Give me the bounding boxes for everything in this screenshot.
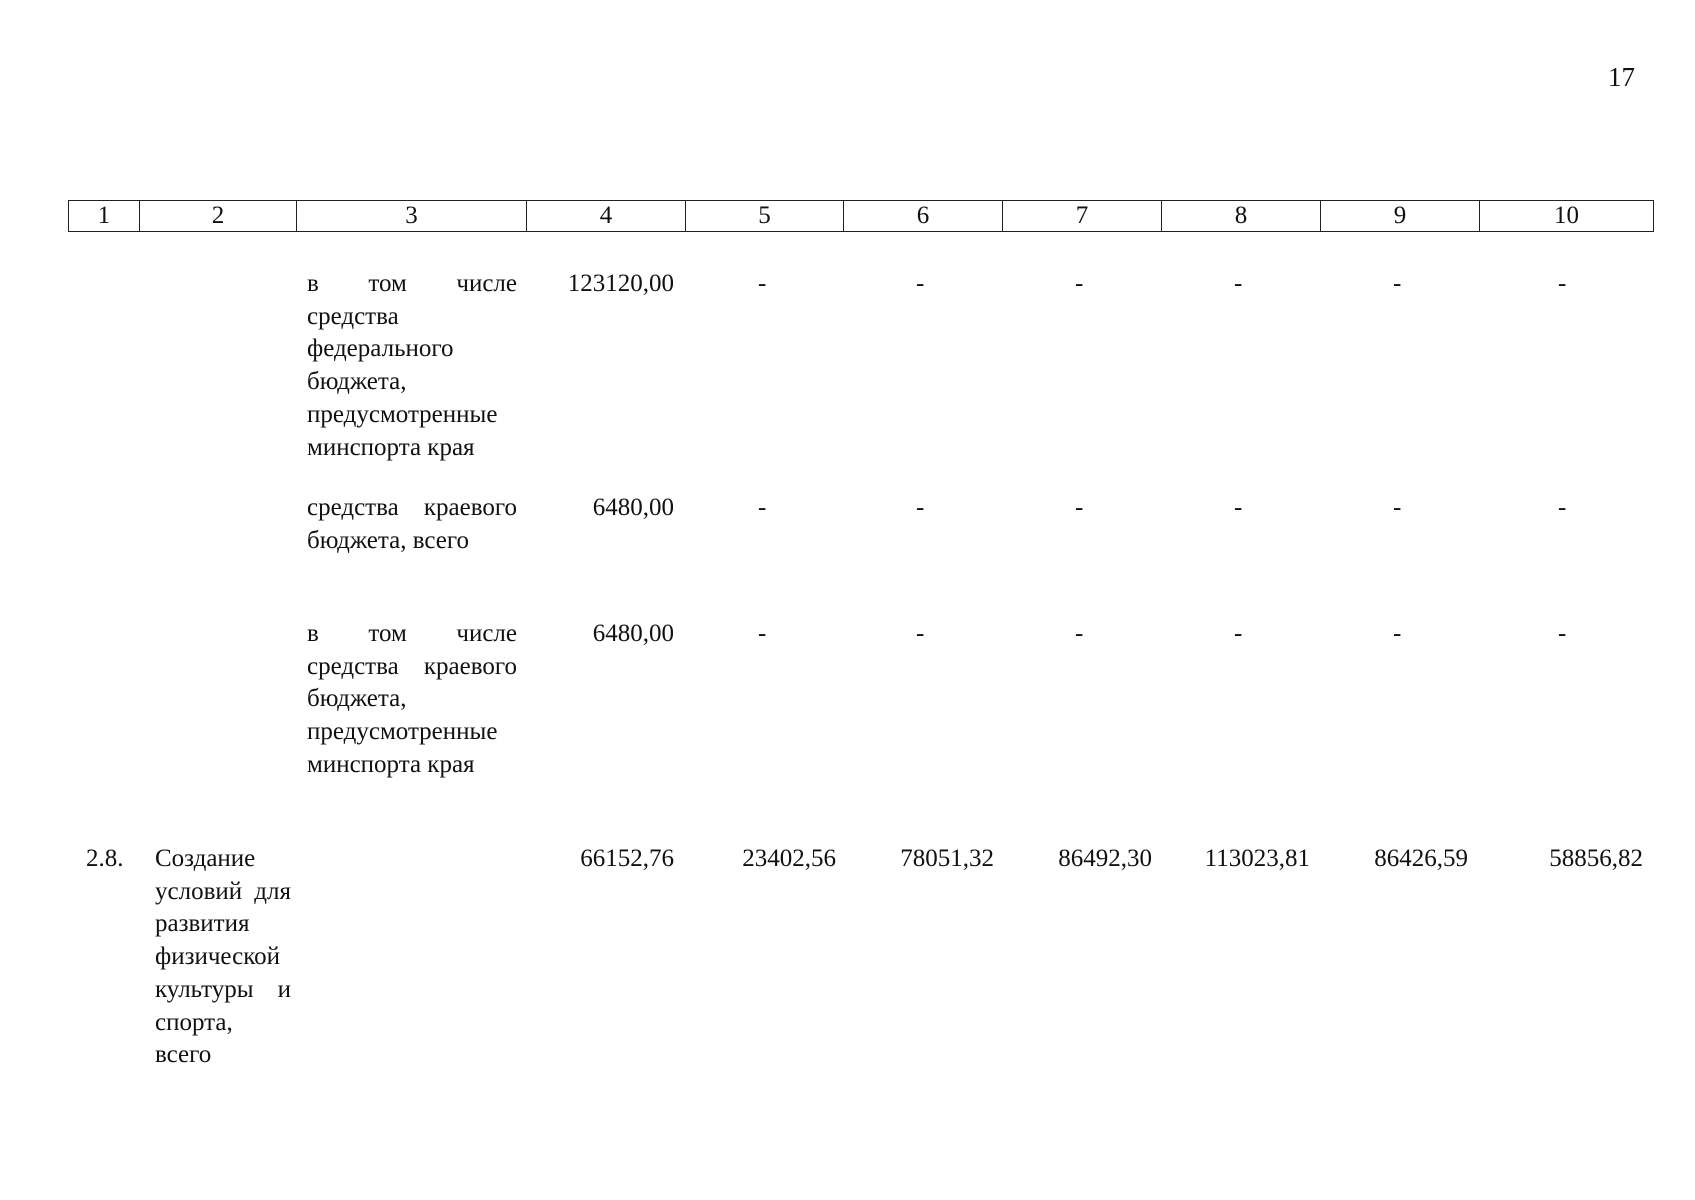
value-col-4: 6480,00 bbox=[592, 494, 674, 521]
value-col-4: 6480,00 bbox=[592, 620, 674, 647]
page-number: 17 bbox=[1608, 62, 1635, 92]
value-col-6: - bbox=[916, 270, 925, 297]
header-col-4: 4 bbox=[527, 201, 686, 232]
row-number: 2.8. bbox=[86, 845, 124, 872]
value-col-9: - bbox=[1393, 270, 1402, 297]
value-col-8: - bbox=[1234, 494, 1243, 521]
value-col-9: - bbox=[1393, 494, 1402, 521]
header-col-3: 3 bbox=[297, 201, 527, 232]
header-col-1: 1 bbox=[69, 201, 140, 232]
value-col-8: - bbox=[1234, 270, 1243, 297]
value-col-9: 86426,59 bbox=[1374, 845, 1468, 872]
header-col-8: 8 bbox=[1162, 201, 1321, 232]
column-number-header bbox=[68, 200, 1654, 232]
value-col-7: - bbox=[1075, 494, 1084, 521]
value-col-5: - bbox=[758, 494, 767, 521]
value-col-10: - bbox=[1558, 494, 1567, 521]
value-col-5: - bbox=[758, 620, 767, 647]
row-description: в том числе средства краевого бюджета, предусмотренные минспорта края bbox=[307, 620, 517, 778]
value-col-6: - bbox=[916, 494, 925, 521]
header-col-5: 5 bbox=[686, 201, 844, 232]
value-col-7: 86492,30 bbox=[1058, 845, 1152, 872]
value-col-8: - bbox=[1234, 620, 1243, 647]
header-col-6: 6 bbox=[844, 201, 1003, 232]
row-description: средства краевого бюджета, всего bbox=[307, 494, 517, 554]
value-col-7: - bbox=[1075, 620, 1084, 647]
value-col-10: 58856,82 bbox=[1549, 845, 1643, 872]
value-col-4: 123120,00 bbox=[567, 270, 674, 297]
value-col-10: - bbox=[1558, 620, 1567, 647]
value-col-8: 113023,81 bbox=[1204, 845, 1310, 872]
value-col-6: 78051,32 bbox=[900, 845, 994, 872]
header-col-10: 10 bbox=[1480, 201, 1654, 232]
value-col-9: - bbox=[1393, 620, 1402, 647]
row-description: в том числе средства федерального бюджета, предусмотренные минспорта края bbox=[307, 270, 517, 461]
value-col-4: 66152,76 bbox=[580, 845, 674, 872]
header-col-7: 7 bbox=[1003, 201, 1162, 232]
value-col-5: 23402,56 bbox=[742, 845, 836, 872]
value-col-10: - bbox=[1558, 270, 1567, 297]
value-col-6: - bbox=[916, 620, 925, 647]
header-col-2: 2 bbox=[140, 201, 297, 232]
header-col-9: 9 bbox=[1321, 201, 1480, 232]
row-title: Создание условий для развития физической культуры и спорта, всего bbox=[155, 845, 291, 1069]
value-col-7: - bbox=[1075, 270, 1084, 297]
value-col-5: - bbox=[758, 270, 767, 297]
